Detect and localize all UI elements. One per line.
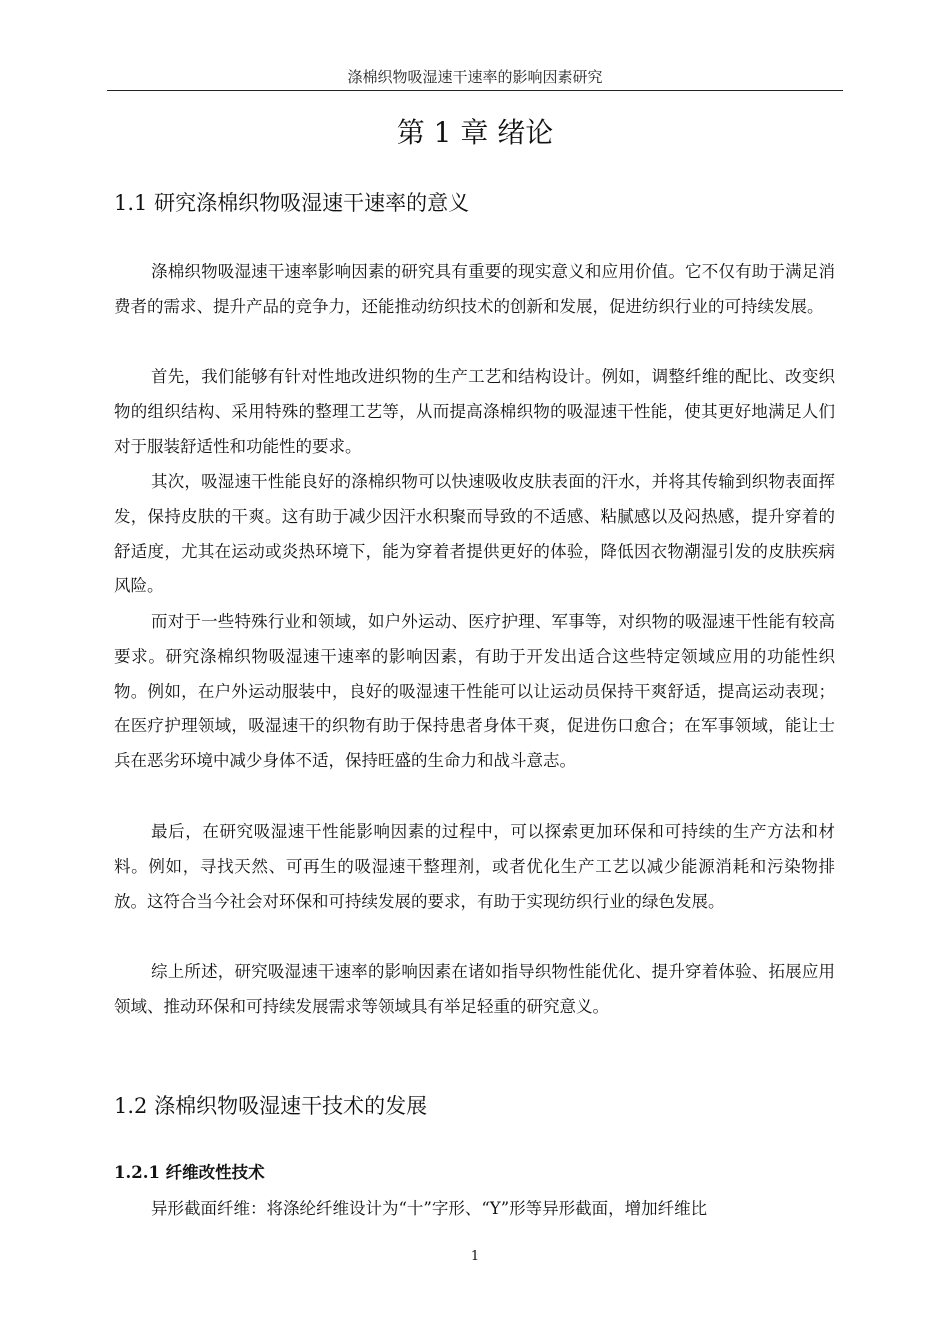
running-header: 涤棉织物吸湿速干速率的影响因素研究 [347, 68, 603, 86]
paragraph-significance-first: 首先，我们能够有针对性地改进织物的生产工艺和结构设计。例如，调整纤维的配比、改变织物的组织结构、采用特殊的整理工艺等，从而提高涤棉织物的吸湿速干性能，使其更好地满足人们对于服装舒适性和功能性的要求。 [114, 367, 835, 456]
paragraph-significance-summary: 综上所述，研究吸湿速干速率的影响因素在诸如指导织物性能优化、提升穿着体验、拓展应用领域、推动环保和可持续发展需求等领域具有举足轻重的研究意义。 [114, 962, 835, 1016]
subsection-1-2-1-title: 1.2.1 纤维改性技术 [114, 1163, 265, 1182]
page-number: 1 [470, 1249, 480, 1264]
paragraph-significance-second: 其次，吸湿速干性能良好的涤棉织物可以快速吸收皮肤表面的汗水，并将其传输到织物表面挥发，保持皮肤的干爽。这有助于减少因汗水积聚而导致的不适感、粘腻感以及闷热感，提升穿着的舒适度，尤其在运动或炎热环境下，能为穿着者提供更好的体验，降低因衣物潮湿引发的皮肤疾病风险。 [114, 472, 835, 596]
section-1-2-title: 1.2 涤棉织物吸湿速干技术的发展 [114, 1094, 428, 1118]
paragraph-significance-intro: 涤棉织物吸湿速干速率影响因素的研究具有重要的现实意义和应用价值。它不仅有助于满足消费者的需求、提升产品的竞争力，还能推动纺织技术的创新和发展，促进纺织行业的可持续发展。 [114, 262, 835, 316]
chapter-title: 第 1 章 绪论 [396, 116, 554, 149]
paragraph-fiber-modification: 异形截面纤维：将涤纶纤维设计为“十”字形、“Y”形等异形截面，增加纤维比 [151, 1199, 708, 1218]
paragraph-significance-special-fields: 而对于一些特殊行业和领域，如户外运动、医疗护理、军事等，对织物的吸湿速干性能有较高要求。研究涤棉织物吸湿速干速率的影响因素，有助于开发出适合这些特定领域应用的功能性织物。例如，在户外运动服装中，良好的吸湿速干性能可以让运动员保持干爽舒适，提高运动表现；在医疗护理领域，吸湿速干的织物有助于保持患者身体干爽，促进伤口愈合；在军事领域，能让士兵在恶劣环境中减少身体不适，保持旺盛的生命力和战斗意志。 [114, 612, 835, 771]
paragraph-significance-finally: 最后，在研究吸湿速干性能影响因素的过程中，可以探索更加环保和可持续的生产方法和材料。例如，寻找天然、可再生的吸湿速干整理剂，或者优化生产工艺以减少能源消耗和污染物排放。这符合当今社会对环保和可持续发展的要求，有助于实现纺织行业的绿色发展。 [114, 822, 835, 911]
section-1-1-title: 1.1 研究涤棉织物吸湿速干速率的意义 [114, 191, 470, 215]
header-rule [107, 90, 843, 91]
